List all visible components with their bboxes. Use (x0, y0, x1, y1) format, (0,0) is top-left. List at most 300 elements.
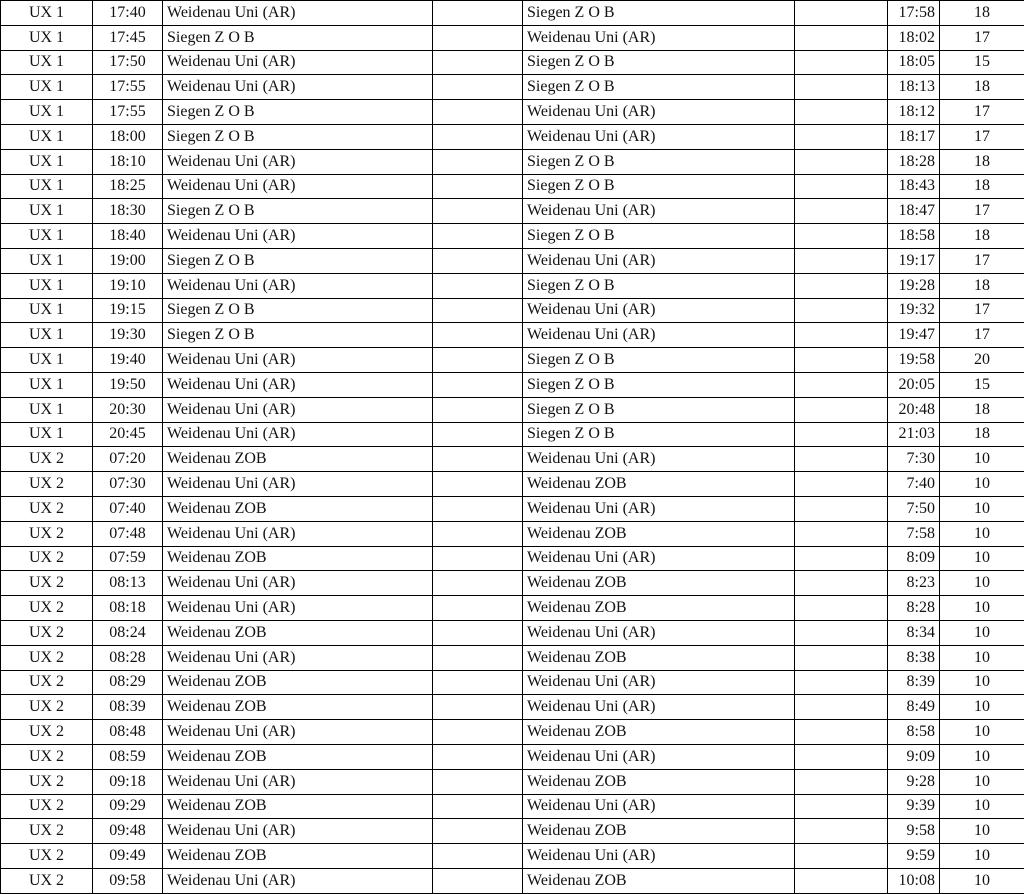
origin-cell: Weidenau Uni (AR) (163, 174, 433, 199)
origin-cell: Weidenau ZOB (163, 546, 433, 571)
origin-cell: Weidenau ZOB (163, 496, 433, 521)
duration-cell: 18 (940, 149, 1024, 174)
arrival-cell: 9:39 (888, 794, 940, 819)
arrival-cell: 9:58 (888, 819, 940, 844)
duration-cell: 18 (940, 273, 1024, 298)
blank-cell (433, 100, 523, 125)
departure-cell: 08:48 (93, 720, 163, 745)
table-row (1, 720, 1024, 745)
duration-cell: 18 (940, 174, 1024, 199)
arrival-cell: 8:49 (888, 695, 940, 720)
duration-cell: 18 (940, 422, 1024, 447)
duration-cell: 17 (940, 124, 1024, 149)
table-row (1, 819, 1024, 844)
line-cell: UX 2 (1, 769, 93, 794)
origin-cell: Weidenau ZOB (163, 670, 433, 695)
blank-cell (795, 149, 888, 174)
blank-cell (795, 397, 888, 422)
destination-cell: Weidenau Uni (AR) (523, 25, 795, 50)
blank-cell (795, 670, 888, 695)
destination-cell: Weidenau Uni (AR) (523, 496, 795, 521)
origin-cell: Weidenau Uni (AR) (163, 769, 433, 794)
blank-cell (795, 25, 888, 50)
duration-cell: 18 (940, 397, 1024, 422)
blank-cell (795, 348, 888, 373)
blank-cell (795, 447, 888, 472)
arrival-cell: 8:28 (888, 596, 940, 621)
departure-cell: 08:59 (93, 744, 163, 769)
line-cell: UX 2 (1, 472, 93, 497)
destination-cell: Weidenau ZOB (523, 868, 795, 893)
origin-cell: Weidenau Uni (AR) (163, 521, 433, 546)
arrival-cell: 7:58 (888, 521, 940, 546)
destination-cell: Siegen Z O B (523, 348, 795, 373)
destination-cell: Weidenau Uni (AR) (523, 794, 795, 819)
line-cell: UX 2 (1, 596, 93, 621)
table-row (1, 670, 1024, 695)
duration-cell: 18 (940, 75, 1024, 100)
blank-cell (433, 620, 523, 645)
line-cell: UX 1 (1, 100, 93, 125)
departure-cell: 19:10 (93, 273, 163, 298)
table-row (1, 422, 1024, 447)
line-cell: UX 2 (1, 819, 93, 844)
duration-cell: 10 (940, 571, 1024, 596)
blank-cell (433, 447, 523, 472)
blank-cell (433, 298, 523, 323)
blank-cell (795, 695, 888, 720)
destination-cell: Weidenau Uni (AR) (523, 695, 795, 720)
table-row (1, 323, 1024, 348)
departure-cell: 07:59 (93, 546, 163, 571)
blank-cell (795, 521, 888, 546)
timetable-body (1, 1, 1024, 894)
destination-cell: Weidenau ZOB (523, 645, 795, 670)
origin-cell: Weidenau Uni (AR) (163, 50, 433, 75)
duration-cell: 10 (940, 496, 1024, 521)
duration-cell: 17 (940, 298, 1024, 323)
table-row (1, 447, 1024, 472)
destination-cell: Weidenau Uni (AR) (523, 124, 795, 149)
line-cell: UX 1 (1, 199, 93, 224)
blank-cell (433, 670, 523, 695)
arrival-cell: 7:40 (888, 472, 940, 497)
blank-cell (795, 620, 888, 645)
blank-cell (795, 273, 888, 298)
duration-cell: 10 (940, 596, 1024, 621)
blank-cell (433, 695, 523, 720)
blank-cell (795, 298, 888, 323)
line-cell: UX 1 (1, 422, 93, 447)
table-row (1, 794, 1024, 819)
origin-cell: Weidenau Uni (AR) (163, 596, 433, 621)
blank-cell (795, 819, 888, 844)
line-cell: UX 1 (1, 348, 93, 373)
blank-cell (795, 794, 888, 819)
origin-cell: Weidenau Uni (AR) (163, 348, 433, 373)
line-cell: UX 1 (1, 397, 93, 422)
departure-cell: 08:24 (93, 620, 163, 645)
table-row (1, 596, 1024, 621)
origin-cell: Weidenau Uni (AR) (163, 645, 433, 670)
arrival-cell: 18:13 (888, 75, 940, 100)
origin-cell: Weidenau Uni (AR) (163, 422, 433, 447)
blank-cell (433, 472, 523, 497)
blank-cell (795, 596, 888, 621)
departure-cell: 18:25 (93, 174, 163, 199)
arrival-cell: 8:38 (888, 645, 940, 670)
departure-cell: 08:29 (93, 670, 163, 695)
duration-cell: 10 (940, 819, 1024, 844)
destination-cell: Weidenau Uni (AR) (523, 323, 795, 348)
duration-cell: 17 (940, 25, 1024, 50)
destination-cell: Siegen Z O B (523, 174, 795, 199)
line-cell: UX 1 (1, 224, 93, 249)
line-cell: UX 2 (1, 720, 93, 745)
blank-cell (433, 546, 523, 571)
departure-cell: 18:30 (93, 199, 163, 224)
departure-cell: 17:50 (93, 50, 163, 75)
blank-cell (795, 496, 888, 521)
arrival-cell: 18:47 (888, 199, 940, 224)
departure-cell: 19:40 (93, 348, 163, 373)
duration-cell: 10 (940, 720, 1024, 745)
table-row (1, 695, 1024, 720)
line-cell: UX 2 (1, 794, 93, 819)
blank-cell (795, 571, 888, 596)
line-cell: UX 2 (1, 571, 93, 596)
duration-cell: 10 (940, 670, 1024, 695)
destination-cell: Siegen Z O B (523, 50, 795, 75)
table-row (1, 50, 1024, 75)
arrival-cell: 7:50 (888, 496, 940, 521)
line-cell: UX 1 (1, 25, 93, 50)
destination-cell: Weidenau ZOB (523, 571, 795, 596)
blank-cell (433, 720, 523, 745)
destination-cell: Weidenau Uni (AR) (523, 447, 795, 472)
blank-cell (433, 124, 523, 149)
duration-cell: 10 (940, 769, 1024, 794)
arrival-cell: 19:28 (888, 273, 940, 298)
destination-cell: Weidenau Uni (AR) (523, 670, 795, 695)
departure-cell: 08:28 (93, 645, 163, 670)
departure-cell: 08:18 (93, 596, 163, 621)
arrival-cell: 8:09 (888, 546, 940, 571)
duration-cell: 15 (940, 372, 1024, 397)
departure-cell: 20:30 (93, 397, 163, 422)
departure-cell: 17:40 (93, 1, 163, 26)
blank-cell (433, 769, 523, 794)
origin-cell: Weidenau ZOB (163, 844, 433, 869)
blank-cell (795, 868, 888, 893)
destination-cell: Siegen Z O B (523, 75, 795, 100)
origin-cell: Weidenau Uni (AR) (163, 571, 433, 596)
line-cell: UX 1 (1, 149, 93, 174)
blank-cell (433, 1, 523, 26)
arrival-cell: 20:05 (888, 372, 940, 397)
table-row (1, 769, 1024, 794)
blank-cell (433, 25, 523, 50)
line-cell: UX 1 (1, 124, 93, 149)
departure-cell: 08:39 (93, 695, 163, 720)
duration-cell: 10 (940, 744, 1024, 769)
blank-cell (433, 596, 523, 621)
table-row (1, 248, 1024, 273)
arrival-cell: 18:43 (888, 174, 940, 199)
arrival-cell: 17:58 (888, 1, 940, 26)
origin-cell: Weidenau ZOB (163, 447, 433, 472)
blank-cell (795, 248, 888, 273)
blank-cell (795, 224, 888, 249)
arrival-cell: 20:48 (888, 397, 940, 422)
origin-cell: Siegen Z O B (163, 248, 433, 273)
origin-cell: Siegen Z O B (163, 25, 433, 50)
duration-cell: 15 (940, 50, 1024, 75)
line-cell: UX 1 (1, 174, 93, 199)
table-row (1, 645, 1024, 670)
destination-cell: Weidenau Uni (AR) (523, 199, 795, 224)
destination-cell: Weidenau Uni (AR) (523, 546, 795, 571)
departure-cell: 09:49 (93, 844, 163, 869)
duration-cell: 10 (940, 645, 1024, 670)
duration-cell: 20 (940, 348, 1024, 373)
departure-cell: 19:30 (93, 323, 163, 348)
blank-cell (433, 868, 523, 893)
table-row (1, 100, 1024, 125)
duration-cell: 17 (940, 323, 1024, 348)
blank-cell (433, 571, 523, 596)
line-cell: UX 2 (1, 744, 93, 769)
arrival-cell: 18:02 (888, 25, 940, 50)
arrival-cell: 9:09 (888, 744, 940, 769)
table-row (1, 149, 1024, 174)
origin-cell: Weidenau ZOB (163, 620, 433, 645)
blank-cell (795, 422, 888, 447)
line-cell: UX 1 (1, 248, 93, 273)
table-row (1, 546, 1024, 571)
departure-cell: 07:20 (93, 447, 163, 472)
table-row (1, 844, 1024, 869)
blank-cell (795, 75, 888, 100)
blank-cell (433, 75, 523, 100)
arrival-cell: 8:39 (888, 670, 940, 695)
blank-cell (433, 199, 523, 224)
departure-cell: 18:40 (93, 224, 163, 249)
destination-cell: Weidenau ZOB (523, 521, 795, 546)
table-row (1, 174, 1024, 199)
blank-cell (795, 199, 888, 224)
arrival-cell: 9:59 (888, 844, 940, 869)
arrival-cell: 18:17 (888, 124, 940, 149)
blank-cell (433, 348, 523, 373)
destination-cell: Weidenau ZOB (523, 720, 795, 745)
blank-cell (795, 744, 888, 769)
table-row (1, 224, 1024, 249)
line-cell: UX 2 (1, 546, 93, 571)
departure-cell: 09:48 (93, 819, 163, 844)
destination-cell: Weidenau ZOB (523, 472, 795, 497)
blank-cell (795, 323, 888, 348)
blank-cell (433, 50, 523, 75)
blank-cell (795, 546, 888, 571)
line-cell: UX 2 (1, 844, 93, 869)
departure-cell: 18:00 (93, 124, 163, 149)
blank-cell (433, 273, 523, 298)
table-row (1, 372, 1024, 397)
duration-cell: 10 (940, 620, 1024, 645)
origin-cell: Weidenau ZOB (163, 695, 433, 720)
line-cell: UX 2 (1, 447, 93, 472)
destination-cell: Weidenau Uni (AR) (523, 100, 795, 125)
destination-cell: Siegen Z O B (523, 149, 795, 174)
blank-cell (795, 472, 888, 497)
blank-cell (433, 323, 523, 348)
table-row (1, 868, 1024, 893)
departure-cell: 17:55 (93, 100, 163, 125)
origin-cell: Siegen Z O B (163, 100, 433, 125)
blank-cell (795, 769, 888, 794)
line-cell: UX 2 (1, 695, 93, 720)
blank-cell (433, 521, 523, 546)
blank-cell (433, 819, 523, 844)
line-cell: UX 2 (1, 670, 93, 695)
destination-cell: Siegen Z O B (523, 273, 795, 298)
duration-cell: 18 (940, 224, 1024, 249)
table-row (1, 472, 1024, 497)
table-row (1, 199, 1024, 224)
blank-cell (433, 248, 523, 273)
duration-cell: 10 (940, 472, 1024, 497)
arrival-cell: 10:08 (888, 868, 940, 893)
arrival-cell: 19:47 (888, 323, 940, 348)
destination-cell: Weidenau ZOB (523, 819, 795, 844)
line-cell: UX 2 (1, 496, 93, 521)
blank-cell (795, 124, 888, 149)
origin-cell: Weidenau Uni (AR) (163, 472, 433, 497)
table-row (1, 348, 1024, 373)
blank-cell (433, 422, 523, 447)
origin-cell: Siegen Z O B (163, 298, 433, 323)
table-row (1, 521, 1024, 546)
destination-cell: Weidenau ZOB (523, 769, 795, 794)
blank-cell (433, 844, 523, 869)
origin-cell: Weidenau Uni (AR) (163, 75, 433, 100)
line-cell: UX 2 (1, 620, 93, 645)
departure-cell: 09:29 (93, 794, 163, 819)
origin-cell: Siegen Z O B (163, 199, 433, 224)
table-row (1, 25, 1024, 50)
line-cell: UX 2 (1, 521, 93, 546)
origin-cell: Weidenau Uni (AR) (163, 720, 433, 745)
arrival-cell: 19:32 (888, 298, 940, 323)
table-row (1, 124, 1024, 149)
duration-cell: 18 (940, 1, 1024, 26)
origin-cell: Weidenau Uni (AR) (163, 372, 433, 397)
line-cell: UX 1 (1, 323, 93, 348)
departure-cell: 07:48 (93, 521, 163, 546)
origin-cell: Weidenau Uni (AR) (163, 224, 433, 249)
duration-cell: 10 (940, 794, 1024, 819)
origin-cell: Weidenau Uni (AR) (163, 868, 433, 893)
table-row (1, 496, 1024, 521)
duration-cell: 10 (940, 447, 1024, 472)
departure-cell: 07:40 (93, 496, 163, 521)
arrival-cell: 7:30 (888, 447, 940, 472)
arrival-cell: 18:12 (888, 100, 940, 125)
departure-cell: 09:18 (93, 769, 163, 794)
blank-cell (433, 397, 523, 422)
duration-cell: 17 (940, 100, 1024, 125)
table-row (1, 571, 1024, 596)
arrival-cell: 8:34 (888, 620, 940, 645)
duration-cell: 10 (940, 844, 1024, 869)
destination-cell: Weidenau Uni (AR) (523, 844, 795, 869)
departure-cell: 17:45 (93, 25, 163, 50)
departure-cell: 19:00 (93, 248, 163, 273)
origin-cell: Siegen Z O B (163, 323, 433, 348)
arrival-cell: 19:17 (888, 248, 940, 273)
destination-cell: Weidenau Uni (AR) (523, 298, 795, 323)
table-row (1, 273, 1024, 298)
duration-cell: 10 (940, 546, 1024, 571)
duration-cell: 10 (940, 695, 1024, 720)
arrival-cell: 19:58 (888, 348, 940, 373)
origin-cell: Weidenau Uni (AR) (163, 273, 433, 298)
blank-cell (433, 645, 523, 670)
departure-cell: 08:13 (93, 571, 163, 596)
departure-cell: 19:50 (93, 372, 163, 397)
duration-cell: 17 (940, 248, 1024, 273)
line-cell: UX 1 (1, 298, 93, 323)
origin-cell: Weidenau ZOB (163, 744, 433, 769)
blank-cell (795, 174, 888, 199)
table-row (1, 298, 1024, 323)
destination-cell: Weidenau Uni (AR) (523, 620, 795, 645)
blank-cell (433, 496, 523, 521)
table-row (1, 620, 1024, 645)
destination-cell: Siegen Z O B (523, 1, 795, 26)
origin-cell: Weidenau Uni (AR) (163, 149, 433, 174)
line-cell: UX 2 (1, 645, 93, 670)
destination-cell: Siegen Z O B (523, 422, 795, 447)
departure-cell: 17:55 (93, 75, 163, 100)
blank-cell (795, 844, 888, 869)
origin-cell: Weidenau ZOB (163, 794, 433, 819)
duration-cell: 10 (940, 521, 1024, 546)
arrival-cell: 18:28 (888, 149, 940, 174)
destination-cell: Siegen Z O B (523, 397, 795, 422)
destination-cell: Weidenau Uni (AR) (523, 744, 795, 769)
arrival-cell: 18:05 (888, 50, 940, 75)
blank-cell (433, 149, 523, 174)
duration-cell: 17 (940, 199, 1024, 224)
table-row (1, 744, 1024, 769)
line-cell: UX 1 (1, 372, 93, 397)
origin-cell: Weidenau Uni (AR) (163, 819, 433, 844)
arrival-cell: 21:03 (888, 422, 940, 447)
blank-cell (795, 720, 888, 745)
table-row (1, 397, 1024, 422)
table-row (1, 1, 1024, 26)
blank-cell (795, 1, 888, 26)
blank-cell (795, 50, 888, 75)
blank-cell (795, 645, 888, 670)
line-cell: UX 1 (1, 50, 93, 75)
blank-cell (433, 174, 523, 199)
line-cell: UX 1 (1, 75, 93, 100)
departure-cell: 07:30 (93, 472, 163, 497)
blank-cell (433, 372, 523, 397)
